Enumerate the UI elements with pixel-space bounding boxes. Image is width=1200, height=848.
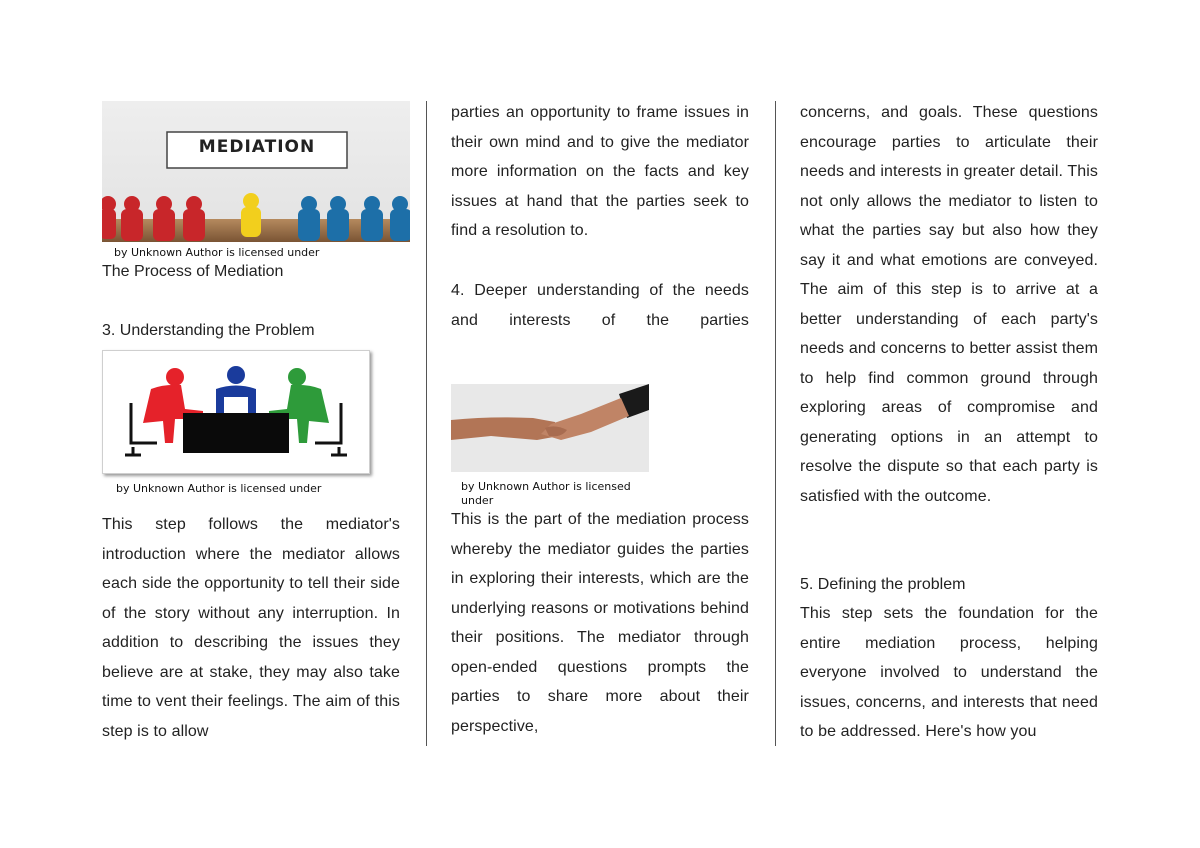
step-5-paragraph: This step sets the foundation for the entire mediation process, helping everyone involved to understand the issues, concerns, and interests that need to be addressed. Here's how you [800, 605, 1098, 740]
step-4-continued-paragraph: concerns, and goals. These questions encourage parties to articulate their needs and interests in greater detail. This not only allows the mediator to listen to what the parties say but also how they say it and what emotions are conveyed. The aim of this step is to arrive at a better understanding of each party's needs and concerns to better assist them to help find common ground through exploring areas of compromise and generating options in an attempt to resolve the dispute so that each party is satisfied with the outcome. [800, 104, 1098, 505]
mediation-pawns-illustration [102, 101, 410, 242]
step-5-heading: 5. Defining the problem [800, 576, 966, 593]
step-4-heading: 4. Deeper understanding of the needs and interests of the parties [451, 282, 749, 329]
handshake-illustration [451, 384, 649, 472]
image-caption-2: by Unknown Author is licensed under [116, 482, 322, 495]
step-3-continued-paragraph: parties an opportunity to frame issues in their own mind and to give the mediator more information on the facts and key issues at hand that the parties seek to find a resolution to. [451, 104, 749, 239]
image-caption-1: by Unknown Author is licensed under [114, 246, 320, 259]
mediation-sign-text: MEDIATION [198, 137, 316, 157]
column-3 [800, 96, 1098, 756]
column-2 [451, 96, 749, 756]
step-3-heading: 3. Understanding the Problem [102, 322, 315, 339]
handshake-image [451, 384, 649, 472]
column-divider-right [775, 101, 776, 746]
mediation-banner-image [102, 101, 410, 242]
step-4-paragraph: This is the part of the mediation process whereby the mediator guides the parties in exploring their interests, which are the underlying reasons or motivations behind their positions. The mediator through open-ended questions prompts the parties to share more about their perspective, [451, 511, 749, 735]
handshake-caption: by Unknown Author is licensed under [461, 480, 631, 507]
column-1 [102, 96, 400, 756]
meeting-table-image [102, 350, 370, 474]
people-at-table-illustration [103, 351, 369, 473]
page-title: The Process of Mediation [102, 263, 284, 280]
column-divider-left [426, 101, 427, 746]
step-3-paragraph: This step follows the mediator's introduction where the mediator allows each side the opportunity to tell their side of the story without any interruption. In addition to describing the issues they believe are at stake, they may also take time to vent their feelings. The aim of this step is to allow [102, 516, 400, 740]
